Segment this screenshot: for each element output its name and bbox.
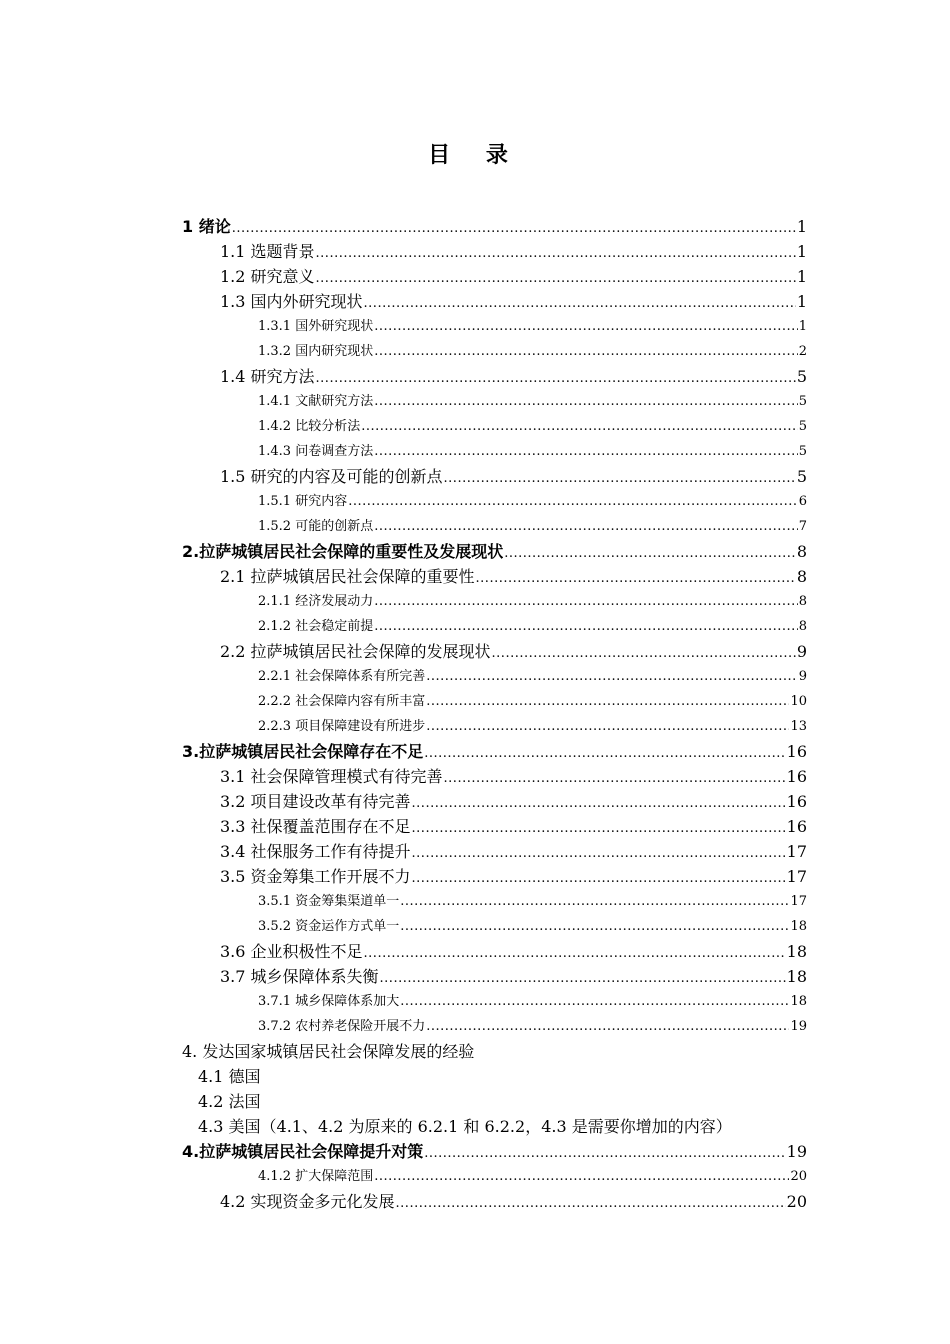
toc-leader-dots — [424, 741, 785, 766]
toc-entry-page: 17 — [790, 894, 807, 909]
toc-entry[interactable] — [182, 1064, 807, 1089]
toc-leader-dots — [374, 339, 798, 364]
toc-entry-page: 17 — [786, 842, 807, 861]
toc-entry-page: 1 — [798, 319, 807, 334]
toc-entry-label: 3.6 企业积极性不足 — [220, 942, 363, 961]
toc-entry[interactable] — [182, 864, 807, 889]
toc-entry-label: 1.5.2 可能的创新点 — [258, 519, 374, 534]
toc-entry-label: 4.拉萨城镇居民社会保障提升对策 — [182, 1142, 424, 1161]
toc-entry-page: 18 — [790, 919, 807, 934]
toc-entry-label: 3.1 社会保障管理模式有待完善 — [220, 767, 443, 786]
toc-entry-label: 2.1.1 经济发展动力 — [258, 594, 374, 609]
toc-entry-label: 2.2.3 项目保障建设有所进步 — [258, 719, 426, 734]
toc-entry-page: 7 — [798, 519, 807, 534]
toc-entry-label: 4.1.2 扩大保障范围 — [258, 1169, 374, 1184]
toc-entry-label: 3.5.2 资金运作方式单一 — [258, 919, 400, 934]
toc-entry-label: 2.1.2 社会稳定前提 — [258, 619, 374, 634]
toc-entry[interactable] — [182, 439, 807, 464]
toc-entry[interactable] — [182, 1164, 807, 1189]
toc-entry-label: 3.3 社保覆盖范围存在不足 — [220, 817, 411, 836]
toc-leader-dots — [444, 466, 796, 491]
toc-entry-label: 2.2.1 社会保障体系有所完善 — [258, 669, 426, 684]
toc-entry[interactable] — [182, 414, 807, 439]
toc-entry-page: 16 — [786, 767, 807, 786]
toc-leader-dots — [412, 816, 786, 841]
toc-entry-page: 5 — [798, 419, 807, 434]
toc-entry-label: 1.4 研究方法 — [220, 367, 315, 386]
toc-leader-dots — [361, 414, 798, 439]
toc-entry-label: 1.5 研究的内容及可能的创新点 — [220, 467, 443, 486]
toc-leader-dots — [412, 791, 786, 816]
toc-entry-label: 3.5.1 资金筹集渠道单一 — [258, 894, 400, 909]
toc-leader-dots — [492, 641, 796, 666]
toc-leader-dots — [426, 689, 789, 714]
toc-entry[interactable] — [182, 239, 807, 264]
toc-entry-page: 16 — [786, 792, 807, 811]
toc-entry-label: 4. 发达国家城镇居民社会保障发展的经验 — [182, 1042, 475, 1061]
toc-entry[interactable] — [182, 489, 807, 514]
toc-entry-page: 5 — [796, 367, 807, 386]
toc-entry-label: 1.4.1 文献研究方法 — [258, 394, 374, 409]
toc-entry-page: 5 — [796, 467, 807, 486]
toc-entry-page: 10 — [790, 694, 807, 709]
toc-entry[interactable] — [182, 1139, 807, 1164]
toc-entry[interactable] — [182, 1039, 807, 1064]
toc-entry[interactable] — [182, 264, 807, 289]
toc-entry-label: 2.2 拉萨城镇居民社会保障的发展现状 — [220, 642, 491, 661]
page-title: 目 录 — [428, 143, 522, 168]
toc-leader-dots — [374, 439, 798, 464]
toc-entry-label: 3.7.1 城乡保障体系加大 — [258, 994, 400, 1009]
toc-leader-dots — [412, 841, 786, 866]
toc-entry[interactable] — [182, 664, 807, 689]
toc-leader-dots — [374, 589, 798, 614]
toc-entry-page: 20 — [790, 1169, 807, 1184]
toc-entry-page: 18 — [786, 942, 807, 961]
toc-entry-page: 8 — [796, 542, 807, 561]
toc-entry-label: 4.2 实现资金多元化发展 — [220, 1192, 395, 1211]
toc-entry-page: 1 — [796, 217, 807, 236]
toc-entry-page: 19 — [790, 1019, 807, 1034]
toc-leader-dots — [400, 914, 789, 939]
toc-entry-page: 20 — [786, 1192, 807, 1211]
toc-entry[interactable] — [182, 589, 807, 614]
toc-entry[interactable] — [182, 539, 807, 564]
toc-entry[interactable] — [182, 214, 807, 239]
toc-entry[interactable] — [182, 639, 807, 664]
toc-leader-dots — [504, 541, 796, 566]
toc-entry-label: 1.3 国内外研究现状 — [220, 292, 363, 311]
toc-entry[interactable] — [182, 739, 807, 764]
toc-leader-dots — [364, 291, 796, 316]
toc-entry-label: 2.2.2 社会保障内容有所丰富 — [258, 694, 426, 709]
toc-entry-page: 19 — [786, 1142, 807, 1161]
toc-leader-dots — [424, 1141, 785, 1166]
toc-entry-page: 9 — [798, 669, 807, 684]
toc-entry-label: 4.2 法国 — [198, 1092, 261, 1111]
toc-leader-dots — [232, 216, 796, 241]
toc-entry-label: 2.1 拉萨城镇居民社会保障的重要性 — [220, 567, 475, 586]
toc-entry-label: 3.拉萨城镇居民社会保障存在不足 — [182, 742, 424, 761]
toc-entry-label: 2.拉萨城镇居民社会保障的重要性及发展现状 — [182, 542, 504, 561]
toc-entry[interactable] — [182, 814, 807, 839]
toc-entry[interactable] — [182, 1189, 807, 1214]
table-of-contents — [182, 214, 807, 1214]
toc-entry-page: 16 — [786, 817, 807, 836]
toc-entry-page: 13 — [790, 719, 807, 734]
toc-entry[interactable] — [182, 689, 807, 714]
toc-entry-page: 17 — [786, 867, 807, 886]
toc-entry-page: 16 — [786, 742, 807, 761]
toc-entry-label: 1.4.3 问卷调查方法 — [258, 444, 374, 459]
toc-entry-label: 1 绪论 — [182, 217, 231, 236]
toc-entry-label: 3.7.2 农村养老保险开展不力 — [258, 1019, 426, 1034]
toc-entry[interactable] — [182, 614, 807, 639]
toc-entry-label: 1.2 研究意义 — [220, 267, 315, 286]
toc-leader-dots — [426, 1014, 789, 1039]
toc-entry[interactable] — [182, 839, 807, 864]
toc-entry-label: 1.1 选题背景 — [220, 242, 315, 261]
toc-leader-dots — [374, 389, 798, 414]
toc-entry-label: 4.3 美国（4.1、4.2 为原来的 6.2.1 和 6.2.2，4.3 是需要你增加的内容） — [198, 1117, 732, 1136]
toc-leader-dots — [374, 514, 798, 539]
toc-entry[interactable] — [182, 339, 807, 364]
toc-entry-page: 5 — [798, 394, 807, 409]
toc-entry[interactable] — [182, 1014, 807, 1039]
toc-leader-dots — [380, 966, 786, 991]
toc-entry[interactable] — [182, 1114, 807, 1139]
toc-entry[interactable] — [182, 1089, 807, 1114]
toc-entry-label: 1.3.1 国外研究现状 — [258, 319, 374, 334]
toc-entry[interactable] — [182, 789, 807, 814]
toc-entry[interactable] — [182, 389, 807, 414]
toc-entry[interactable] — [182, 939, 807, 964]
toc-entry-label: 4.1 德国 — [198, 1067, 261, 1086]
toc-entry[interactable] — [182, 464, 807, 489]
toc-entry[interactable] — [182, 764, 807, 789]
toc-entry-page: 1 — [796, 267, 807, 286]
toc-leader-dots — [374, 314, 798, 339]
toc-entry[interactable] — [182, 289, 807, 314]
toc-entry-page: 18 — [786, 967, 807, 986]
toc-entry[interactable] — [182, 514, 807, 539]
toc-entry-label: 1.4.2 比较分析法 — [258, 419, 361, 434]
toc-leader-dots — [426, 714, 789, 739]
toc-entry-label: 1.3.2 国内研究现状 — [258, 344, 374, 359]
toc-entry-page: 8 — [798, 594, 807, 609]
toc-entry-label: 3.4 社保服务工作有待提升 — [220, 842, 411, 861]
toc-entry[interactable] — [182, 564, 807, 589]
toc-entry-page: 18 — [790, 994, 807, 1009]
toc-entry-label: 3.2 项目建设改革有待完善 — [220, 792, 411, 811]
toc-leader-dots — [426, 664, 798, 689]
toc-leader-dots — [316, 241, 796, 266]
toc-leader-dots — [348, 489, 798, 514]
toc-entry-page: 9 — [796, 642, 807, 661]
toc-leader-dots — [316, 366, 796, 391]
toc-leader-dots — [374, 614, 798, 639]
toc-entry-page: 6 — [798, 494, 807, 509]
toc-entry-page: 5 — [798, 444, 807, 459]
toc-entry-label: 3.5 资金筹集工作开展不力 — [220, 867, 411, 886]
toc-leader-dots — [476, 566, 796, 591]
toc-leader-dots — [364, 941, 786, 966]
toc-entry-page: 2 — [798, 344, 807, 359]
toc-leader-dots — [400, 989, 789, 1014]
toc-leader-dots — [396, 1191, 786, 1216]
toc-entry[interactable] — [182, 314, 807, 339]
toc-entry-page: 1 — [796, 242, 807, 261]
toc-leader-dots — [374, 1164, 789, 1189]
toc-entry[interactable] — [182, 714, 807, 739]
toc-entry[interactable] — [182, 914, 807, 939]
toc-entry[interactable] — [182, 889, 807, 914]
toc-entry[interactable] — [182, 364, 807, 389]
toc-entry[interactable] — [182, 964, 807, 989]
toc-entry-label: 3.7 城乡保障体系失衡 — [220, 967, 379, 986]
toc-entry-page: 8 — [796, 567, 807, 586]
toc-leader-dots — [412, 866, 786, 891]
toc-leader-dots — [316, 266, 796, 291]
toc-leader-dots — [400, 889, 789, 914]
toc-entry-page: 8 — [798, 619, 807, 634]
toc-entry-label: 1.5.1 研究内容 — [258, 494, 348, 509]
toc-entry[interactable] — [182, 989, 807, 1014]
toc-leader-dots — [444, 766, 786, 791]
toc-entry-page: 1 — [796, 292, 807, 311]
